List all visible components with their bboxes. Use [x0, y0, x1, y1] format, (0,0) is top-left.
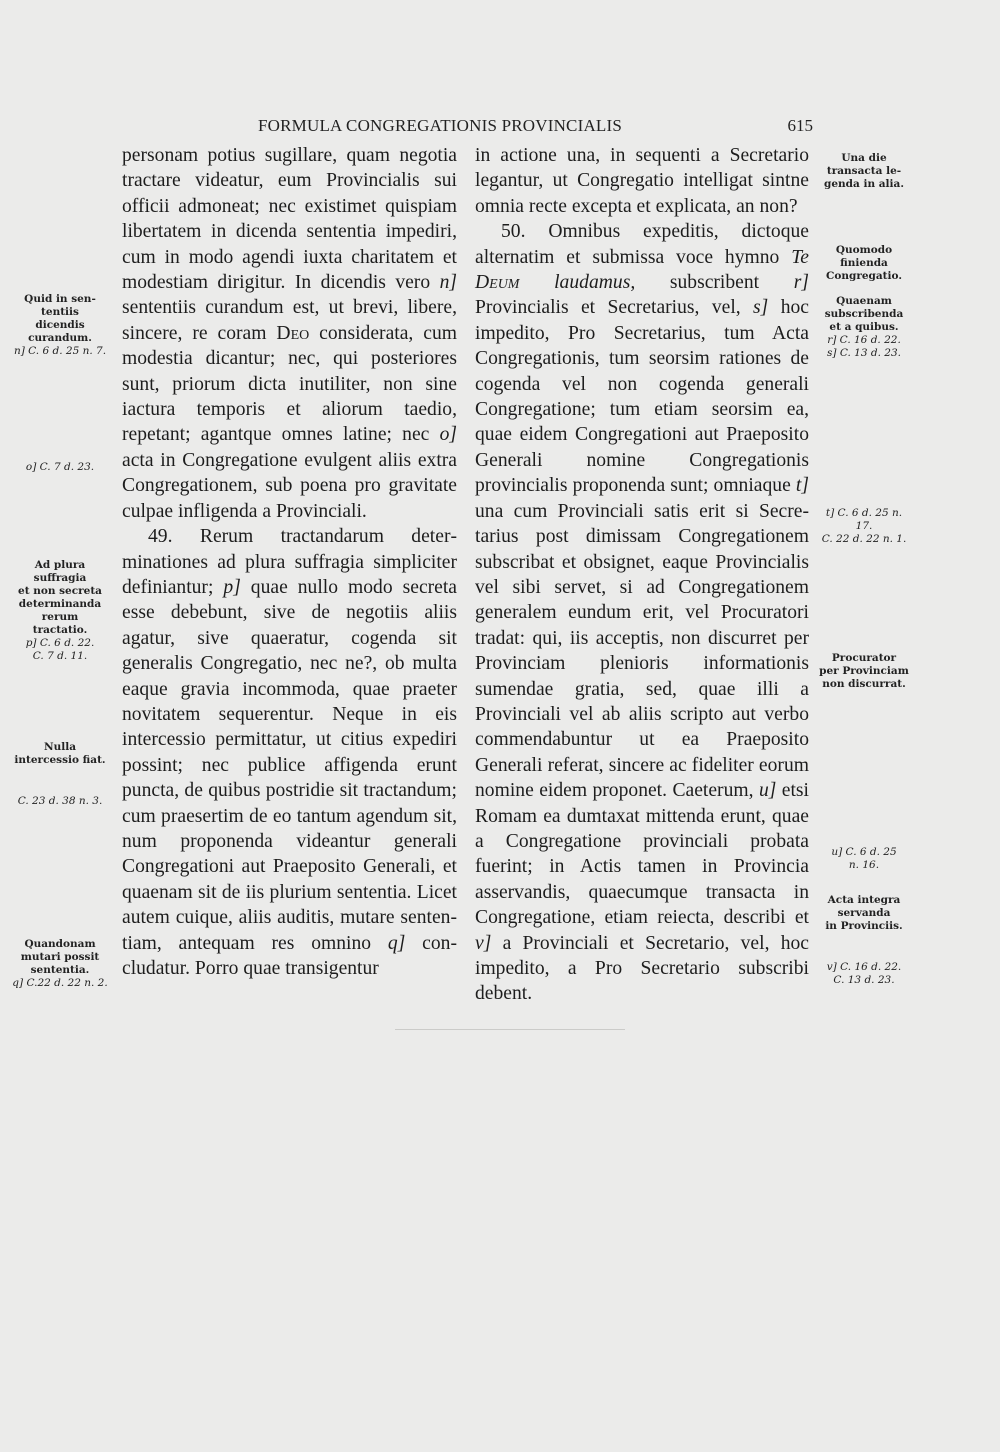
small-caps-word: Deo [276, 322, 310, 344]
small-caps-word: Deum [475, 272, 520, 294]
margin-heading-line: Congregatio. [825, 270, 902, 282]
margin-heading-line: mutari possit [20, 951, 100, 963]
margin-note-ref-v [816, 961, 912, 987]
margin-heading-line: per Provinciam [819, 665, 909, 677]
margin-heading-line: rerum [41, 611, 79, 623]
margin-reference: r] C. 16 d. 22. [827, 334, 901, 346]
margin-heading-line: transacta le- [826, 165, 902, 177]
margin-reference: C. 23 d. 38 n. 3. [17, 795, 103, 807]
margin-heading-line: Quaenam [836, 295, 892, 307]
running-title: FORMULA CONGREGATIONIS PROVINCIALIS [258, 116, 623, 135]
margin-heading-line: suffragia [33, 572, 87, 584]
note-marker: t] [795, 475, 809, 497]
note-marker: v] [475, 932, 492, 954]
margin-note-ad-plura-suffragia [12, 559, 108, 663]
margin-reference: p] C. 6 d. 22. [25, 637, 95, 649]
note-marker: n] [439, 272, 457, 294]
margin-heading-line: in Provinciis. [825, 920, 903, 932]
text-run: subscribent [635, 272, 794, 294]
margin-heading-line: curandum. [28, 332, 92, 344]
bleed-through-rule [395, 1029, 625, 1030]
margin-note-quomodo-finienda [816, 244, 912, 283]
margin-reference: C. 22 d. 22 n. 1. [821, 533, 907, 545]
margin-reference: s] C. 13 d. 23. [827, 347, 901, 359]
note-marker: p] [223, 576, 241, 598]
text-run: concludatur. Porro quae transigentur [122, 932, 457, 979]
margin-heading-line: non discurrat. [822, 678, 906, 690]
margin-heading-line: dicendis [35, 319, 85, 331]
margin-reference: C. 7 d. 11. [32, 650, 88, 662]
margin-heading-line: finienda [840, 257, 888, 269]
margin-heading-line: Acta integra [827, 894, 901, 906]
margin-heading-line: Quandonam [24, 938, 96, 950]
text-run: 50. Omnibus expeditis, dictoque alternatim et submissa voce hymno [475, 221, 809, 268]
margin-note-nulla-intercessio [12, 741, 108, 767]
margin-note-una-die [816, 152, 912, 191]
margin-heading-line: Nulla [43, 741, 76, 753]
note-marker: s] [753, 297, 769, 319]
margin-note-ref-u [816, 846, 912, 872]
margin-note-acta-integra [816, 894, 912, 933]
margin-heading-line: Quomodo [835, 244, 893, 256]
paragraph-50 [475, 219, 809, 1007]
margin-heading-line: genda in alia. [824, 178, 904, 190]
margin-reference: q] C.22 d. 22 n. 2. [12, 977, 108, 989]
text-run: sententiis curandum est, ut brevi, libere, sincere, re coram [122, 297, 457, 344]
text-run: personam potius sugillare, quam negotia tractare videatur, eum Provincialis sui officii admoneat; nec existimet quispiam libertatem in dicenda sententia impediri, cum in modo agendi iuxta charitatem et modestiam dirigitur. In dicendis vero [122, 145, 457, 294]
margin-note-procurator [816, 652, 912, 691]
margin-note-quid-in-sententiis [12, 293, 108, 358]
margin-heading-line: intercessio fiat. [14, 754, 106, 766]
page-number: 615 [787, 116, 813, 135]
note-marker: q] [387, 932, 406, 954]
margin-heading-line: subscribenda [824, 308, 904, 320]
margin-heading-line: Procurator [831, 652, 897, 664]
margin-reference: C. 13 d. 23. [833, 974, 895, 986]
text-run: una cum Provinciali satis erit si Secretarius post dimissam Congregationem subscribat et obsignet, eaque Provincialis vel sibi servet, si ad Congregationem generalem eundum erit, vel Procuratori tradat: qui, iis acceptis, non discurret per Provinciam plenioris informationis sumendae gratia, sed, quae illi a Provinciali vel ab aliis scripto aut verbo commendabuntur ut ea Praeposito Generali referat, sincere ac fideliter eorum nomine eidem proponet. Caeterum, [475, 500, 809, 802]
margin-note-ref-t [816, 507, 912, 546]
margin-note-quaenam-subscribenda [816, 295, 912, 360]
margin-heading-line: tractatio. [32, 624, 88, 636]
margin-note-ref-c23 [12, 795, 108, 808]
margin-heading-line: Una die [841, 152, 887, 164]
note-marker: o] [439, 424, 457, 446]
margin-heading-line: et non secreta [18, 585, 102, 597]
margin-heading-line: sententia. [30, 964, 90, 976]
margin-heading-line: Quid in sen- [24, 293, 96, 305]
text-run: acta in Congregatione evulgent aliis extra Congregationem, sub poena pro gravitate culpae infligenda a Provinciali. [122, 449, 457, 522]
text-run: hoc impedito, Pro Secretarius, tum Acta Congregationis, tum seorsim rationes de cogenda vel non cogenda generali Congregatione; tum etiam seorsim ea, quae eidem Congregationi aut Praeposito Generali nomine Congregationis provincialis proponenda sunt; omniaque [475, 297, 809, 497]
margin-reference: n. 16. [848, 859, 880, 871]
margin-heading-line: et a quibus. [829, 321, 899, 333]
paragraph: in actione una, in sequenti a Secretario legantur, ut Congregatio intelligat sintne omnia recte excepta et explicata, an non? [475, 145, 809, 217]
text-run: a Provinciali et Secretario, vel, hoc impedito, a Pro Secretario subscribi debent. [475, 932, 809, 1005]
margin-heading-line: determinanda [18, 598, 102, 610]
paragraph-49 [122, 524, 457, 981]
text-run: quae nullo modo secreta esse debebunt, sive de negotiis aliis agatur, sive quaeratur, cogenda sit generalis Congregatio, nec ne?, ob multa eaque gravia incommoda, quae praeter novitatem sequerentur. Neque in eis intercessio permittatur, ut citius expediri possint; nec publice affigenda erunt puncta, de quibus postridie sit tractandum; cum praesertim de eo tantum agendum sit, num proponenda videantur generali Congregationi aut Praeposito Generali, et quaenam sit de iis plurium sententia. Licet autem cuique, aliis auditis, mutare sententiam, antequam res omnino [122, 576, 457, 954]
text-run: etsi Romam ea dumtaxat mittenda erunt, quae a Congregatione provinciali probata fuerint; in Actis tamen in Provincia asservandis, quaecumque transacta in Congregatione, etiam reiecta, describi et [475, 780, 810, 929]
margin-heading-line: tentiis [41, 306, 79, 318]
text-run: 49. Rerum tractandarum determinationes ad plura suffragia simpliciter definiantur; [122, 526, 457, 598]
note-marker: u] [758, 780, 777, 802]
margin-reference: t] C. 6 d. 25 n. 17. [825, 507, 903, 532]
margin-reference: v] C. 16 d. 22. [826, 961, 902, 973]
italic-text: laudamus, [519, 272, 636, 294]
margin-note-quandonam [12, 938, 108, 990]
margin-reference: o] C. 7 d. 23. [25, 461, 95, 473]
right-text-column [475, 143, 809, 1007]
left-text-column [122, 143, 457, 981]
italic-text: Te [791, 246, 809, 268]
text-run: Provincialis et Secretarius, vel, [475, 297, 754, 319]
margin-reference: u] C. 6 d. 25 [831, 846, 897, 858]
text-run: considerata, cum modestia dicantur; nec, qui posteriores sunt, priorum dicta inutiliter, non sine iactura temporis et aliorum taedio, repetant; agantque omnes latine; nec [122, 322, 457, 446]
margin-note-ref-o [12, 461, 108, 474]
paragraph [122, 143, 457, 524]
margin-heading-line: Ad plura [34, 559, 86, 571]
note-marker: r] [793, 272, 809, 294]
margin-reference: n] C. 6 d. 25 n. 7. [13, 345, 107, 357]
margin-heading-line: servanda [837, 907, 891, 919]
